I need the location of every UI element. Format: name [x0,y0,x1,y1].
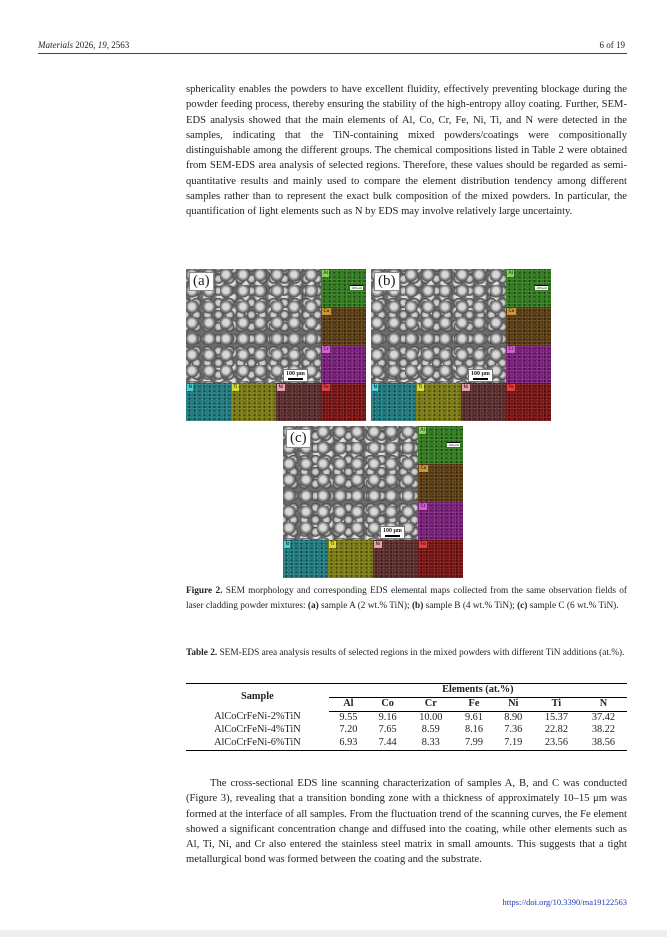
value-cell: 8.16 [464,724,483,736]
panel-label: (c) [286,429,311,448]
value-cell: 38.22 [591,724,616,736]
eds-map-ti [231,383,276,421]
value-cell: 15.37 [544,711,568,723]
table-caption: Table 2. SEM-EDS area analysis results of selected regions in the mixed powders with different TiN additions (at.%). [186,648,625,658]
value-cell: 7.44 [368,737,407,750]
eds-map-n [371,383,416,421]
eds-map-label: Al [508,271,513,276]
eds-map-fe [321,383,366,421]
eds-map-label: Cr [420,504,426,509]
column-header-cr: Cr [407,697,454,711]
scale-bar-line [385,535,400,537]
value-cell: 7.65 [378,724,397,736]
mini-scale-bar: 100 μm [448,443,459,447]
scale-bar [283,369,308,382]
eds-map-label: Al [420,428,425,433]
table-row [186,711,627,724]
scale-bar-label: 100 μm [383,528,402,534]
value-cell: 7.36 [504,724,523,736]
eds-map-label: N [285,542,289,547]
sem-image [283,426,418,540]
panel-label: (b) [374,272,400,291]
eds-map-n [186,383,231,421]
journal-citation: Materials 2026, 19, 2563 [38,40,130,50]
eds-map-label: Ti [418,385,423,390]
panel-label: (a) [189,272,214,291]
eds-map-al [506,269,551,307]
value-cell: 8.33 [407,737,454,750]
eds-map-ni [461,383,506,421]
eds-map-cr [506,345,551,383]
scale-bar-line [288,378,303,380]
eds-map-label: Fe [420,542,426,547]
sem-image [186,269,321,383]
eds-map-label: Ti [233,385,238,390]
value-cell: 9.61 [464,711,483,723]
eds-map-label: Fe [323,385,329,390]
mini-scale-bar: 100 μm [351,286,362,290]
table-row [186,737,627,750]
value-cell: 10.00 [419,711,443,723]
eds-map-cr [418,502,463,540]
eds-map-ti [416,383,461,421]
value-cell: 9.16 [378,711,397,723]
sample-header: Sample [186,684,329,712]
value-cell: 7.20 [339,724,358,736]
value-cell: 7.99 [454,737,493,750]
scale-bar-label: 100 μm [471,371,490,377]
value-cell: 8.90 [504,711,523,723]
value-cell: 7.19 [494,737,533,750]
eds-map-cr [321,345,366,383]
column-header-fe: Fe [454,697,493,711]
eds-map-label: Co [323,309,330,314]
value-cell: 8.59 [421,724,440,736]
eds-map-label: Co [508,309,515,314]
eds-map-fe [506,383,551,421]
value-cell: 38.56 [580,737,627,750]
eds-map-n [283,540,328,578]
sample-cell: AlCoCrFeNi-2%TiN [214,711,301,723]
eds-map-label: Ni [463,385,469,390]
eds-map-ni [373,540,418,578]
eds-map-ni [276,383,321,421]
eds-map-label: Ni [375,542,381,547]
body-paragraph-1: sphericality enables the powders to have excellent fluidity, effectively preventing blockage during the powder feeding process, thereby ensuring the stability of the high-entropy alloy coating. Further, SEM-EDS analysis showed that the main elements of Al, Co, Cr, Fe, Ni, Ti, and N were detected in the samples, indicating that the TiN-containing mixed powders/coatings were compositionally distinguishable among the different groups. The chemical compositions listed in Table 2 were obtained from SEM-EDS area analysis of selected regions. Therefore, these values should be regarded as semi-quantitative results and mainly used to compare the element distribution tendency among different samples rather than to represent the exact bulk composition of the mixed powders. In particular, the quantification of light elements such as N by EDS may involve relatively large uncertainty. [186,84,627,218]
footer-band [0,930,667,937]
eds-map-label: Al [323,271,328,276]
value-cell: 37.42 [591,711,616,723]
eds-map-label: Cr [323,347,329,352]
sem-image [371,269,506,383]
figure-caption: Figure 2. SEM morphology and corresponding EDS elemental maps collected from the same observation fields of laser cladding powder mixtures: (a) sample A (2 wt.% TiN); (b) sample B (4 wt.% TiN); (c) sample C (6 wt.% TiN). [186,586,627,611]
value-cell: 9.55 [339,711,358,723]
eds-map-al [321,269,366,307]
column-header-ti: Ti [533,697,580,711]
column-header-n: N [580,697,627,711]
value-cell: 22.82 [544,724,568,736]
column-header-co: Co [368,697,407,711]
mini-scale-bar: 100 μm [536,286,547,290]
sample-cell: AlCoCrFeNi-6%TiN [186,737,329,750]
column-header-al: Al [329,697,368,711]
sample-cell: AlCoCrFeNi-4%TiN [214,724,301,736]
eds-map-label: Co [420,466,427,471]
eds-map-label: Fe [508,385,514,390]
eds-map-al [418,426,463,464]
elements-group-header: Elements (at.%) [329,684,627,698]
column-header-ni: Ni [494,697,533,711]
body-paragraph-2: The cross-sectional EDS line scanning characterization of samples A, B, and C was conducted (Figure 3), revealing that a transition bonding zone with a thickness of approximately 10–15 μm was formed at the interface of all samples. From the fluctuation trend of the scanning curves, the Fe element showed a significant concentration change and diffused into the coating, while other elements such as Al, Ti, Ni, and Cr also entered the stainless steel matrix in small amounts. This suggests that a tight metallurgical bond was formed between the coating and the substrate. [186,778,627,866]
table-row [186,724,627,737]
eds-map-ti [328,540,373,578]
eds-map-label: N [373,385,377,390]
page-number: 6 of 19 [599,40,625,50]
eds-map-co [418,464,463,502]
scale-bar [468,369,493,382]
scale-bar [380,526,405,539]
doi-link[interactable]: https://doi.org/10.3390/ma19122563 [502,897,627,907]
eds-map-label: N [188,385,192,390]
eds-map-label: Cr [508,347,514,352]
header-rule [38,53,627,54]
eds-map-label: Ni [278,385,284,390]
eds-map-co [321,307,366,345]
eds-map-fe [418,540,463,578]
scale-bar-line [473,378,488,380]
composition-table [186,683,627,751]
value-cell: 6.93 [329,737,368,750]
eds-map-label: Ti [330,542,335,547]
eds-map-co [506,307,551,345]
value-cell: 23.56 [533,737,580,750]
scale-bar-label: 100 μm [286,371,305,377]
